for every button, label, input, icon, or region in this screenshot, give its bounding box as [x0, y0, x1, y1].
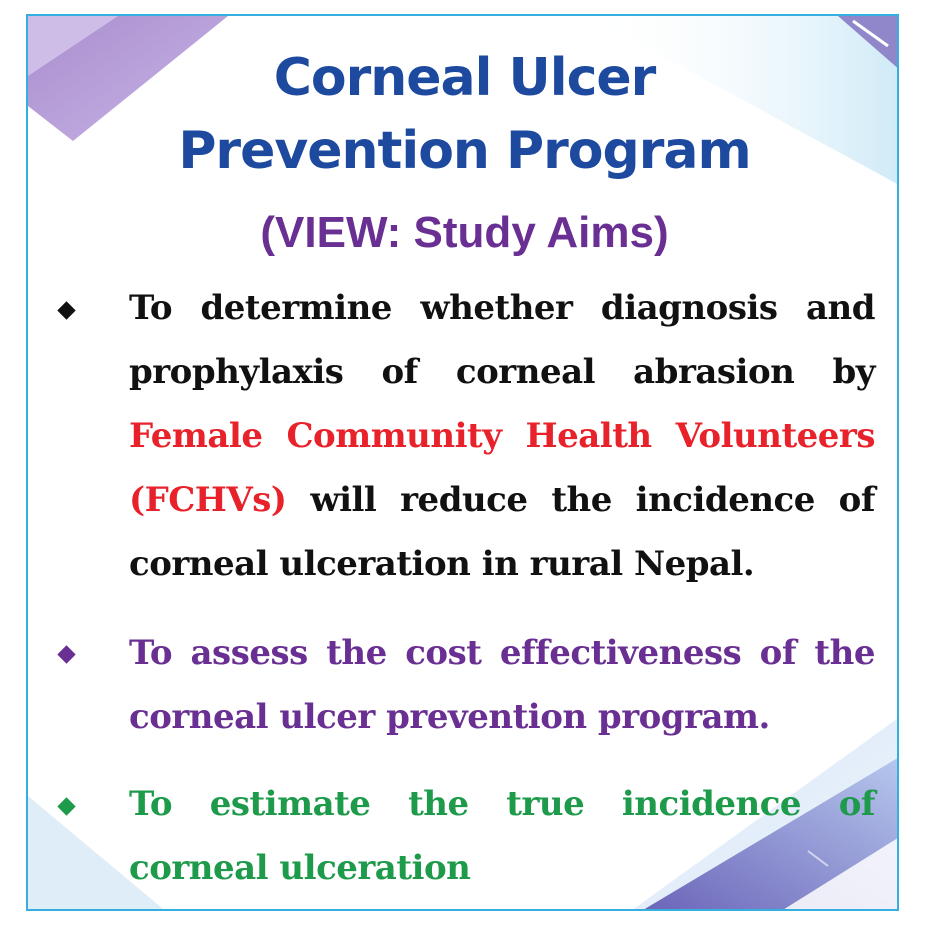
page-title-line1: Corneal Ulcer	[273, 48, 656, 108]
aim-1-after: will reduce the incidence of corneal ulceration in rural Nepal.	[129, 480, 875, 584]
aim-1-text	[129, 276, 875, 596]
poster-frame	[26, 14, 899, 911]
page-subtitle: (VIEW: Study Aims)	[260, 208, 669, 257]
aim-3-text: To estimate the true incidence of corneal ulceration	[129, 784, 875, 888]
aim-1-highlight: Female Community Health Volunteers (FCHVs)	[129, 416, 875, 520]
aim-2-text: To assess the cost effectiveness of the corneal ulcer prevention program.	[129, 633, 875, 737]
page-title-line2: Prevention Program	[178, 121, 751, 181]
aim-1-before: To determine whether diagnosis and prophylaxis of corneal abrasion by	[129, 288, 875, 392]
